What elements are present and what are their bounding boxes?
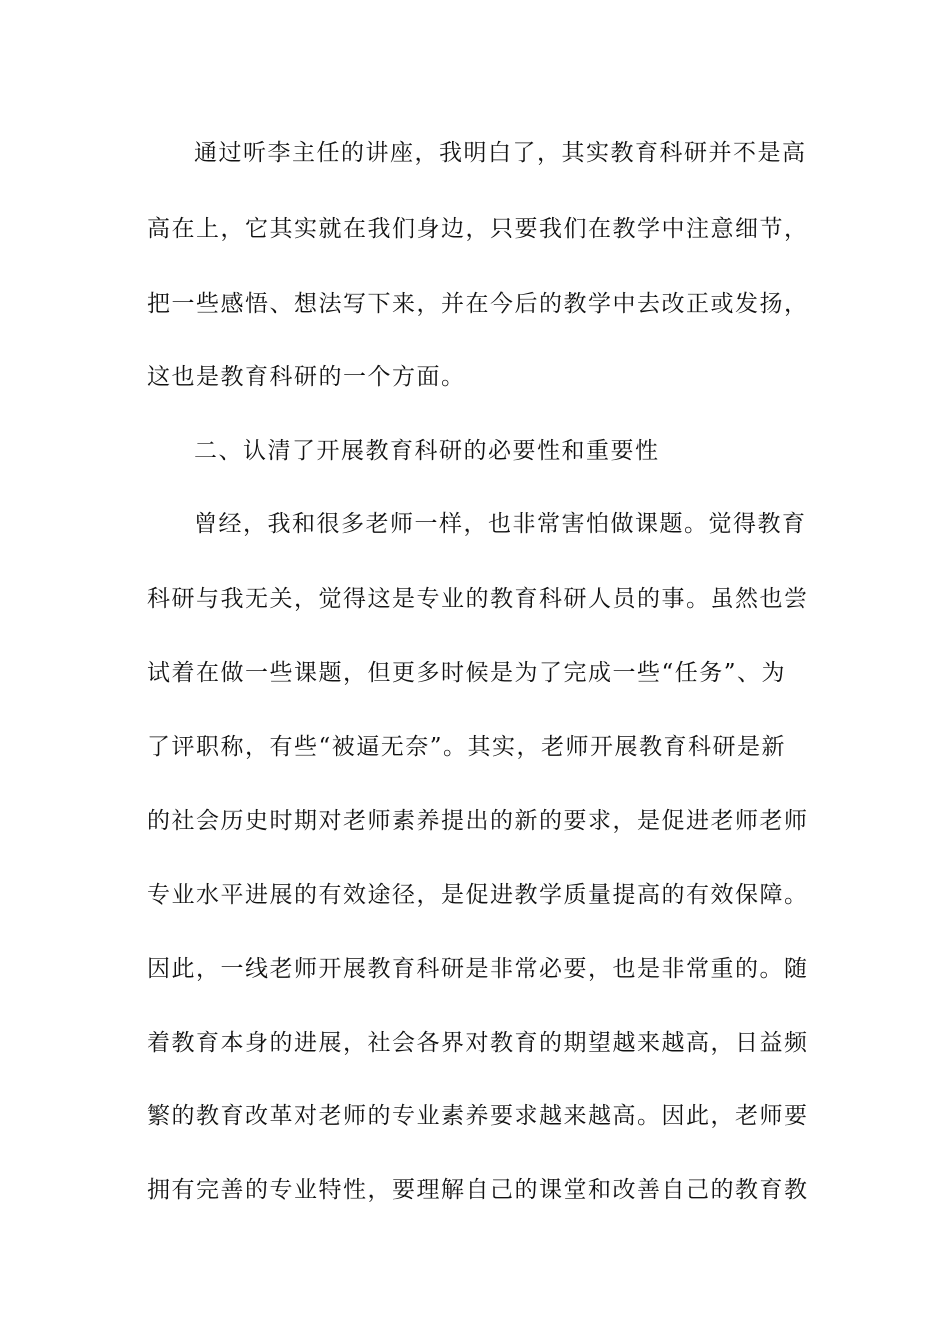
paragraph-line: 着教育本身的进展，社会各界对教育的期望越来越高，日益频 (147, 1030, 809, 1056)
section-heading: 二、认清了开展教育科研的必要性和重要性 (194, 438, 660, 464)
paragraph-line: 了评职称，有些“被逼无奈”。其实，老师开展教育科研是新 (147, 734, 787, 760)
paragraph-line: 专业水平进展的有效途径，是促进教学质量提高的有效保障。 (147, 882, 809, 908)
paragraph-line: 拥有完善的专业特性，要理解自己的课堂和改善自己的教育教 (147, 1177, 809, 1203)
paragraph-line: 试着在做一些课题，但更多时候是为了完成一些“任务”、为 (147, 660, 787, 686)
paragraph-line: 通过听李主任的讲座，我明白了，其实教育科研并不是高 (194, 140, 807, 166)
paragraph-line: 科研与我无关，觉得这是专业的教育科研人员的事。虽然也尝 (147, 586, 809, 612)
paragraph-line: 这也是教育科研的一个方面。 (147, 364, 466, 390)
paragraph-line: 把一些感悟、想法写下来，并在今后的教学中去改正或发扬， (147, 291, 809, 317)
paragraph-line: 繁的教育改革对老师的专业素养要求越来越高。因此，老师要 (147, 1103, 809, 1129)
paragraph-line: 因此，一线老师开展教育科研是非常必要，也是非常重的。随 (147, 956, 809, 982)
paragraph-line: 的社会历史时期对老师素养提出的新的要求，是促进老师老师 (147, 808, 809, 834)
paragraph-line: 曾经，我和很多老师一样，也非常害怕做课题。觉得教育 (194, 511, 807, 537)
paragraph-line: 高在上，它其实就在我们身边，只要我们在教学中注意细节， (147, 216, 809, 242)
